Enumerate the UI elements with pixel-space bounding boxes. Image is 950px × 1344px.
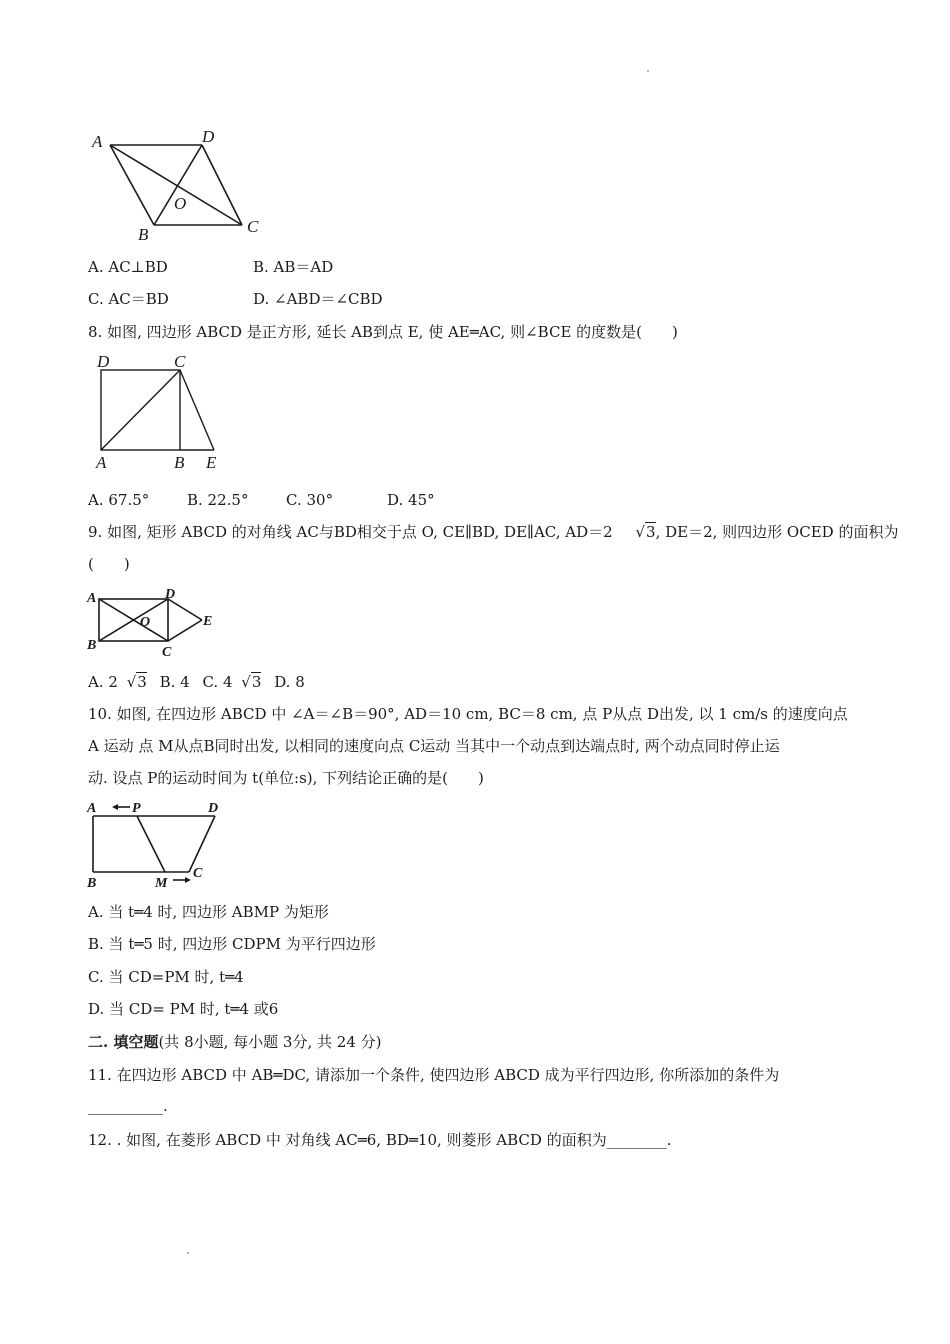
q9-label-o: O	[140, 615, 151, 630]
q9-option-a-sqrt: 3	[137, 673, 147, 691]
q9-segment-ce	[168, 620, 202, 641]
q9-option-b: B. 4	[159, 673, 190, 691]
arrow-left-icon	[112, 804, 118, 810]
q10-side-cd	[189, 816, 215, 872]
q9-option-c-sqrt: 3	[251, 673, 262, 691]
q7-label-a: A	[92, 132, 103, 151]
q10-option-a: A. 当 t═4 时, 四边形 ABMP 为矩形	[88, 903, 329, 921]
q10-label-a: A	[87, 801, 97, 816]
q9-option-c: C. 4	[202, 673, 233, 691]
q9-options	[88, 672, 305, 692]
q9-option-a: A. 2	[88, 673, 118, 691]
q10-figure	[85, 798, 225, 893]
q9-segment-de	[168, 599, 202, 620]
q8-segment-ce	[180, 370, 214, 450]
q9-stem-pre: 9. 如图, 矩形 ABCD 的对角线 AC与BD相交于点 O, CE∥BD, DE∥AC, AD＝2	[88, 523, 613, 541]
q9-stem-post: , DE＝2, 则四边形 OCED 的面积为	[655, 523, 899, 541]
q8-option-a: A. 67.5°	[88, 491, 150, 509]
q10-stem-line2: A 运动 点 M从点B同时出发, 以相同的速度向点 C运动 当其中一个动点到达端点时, 两个动点同时停止运	[88, 737, 780, 755]
q9-stem	[88, 522, 898, 542]
scan-dot	[187, 1252, 189, 1254]
q8-option-b: B. 22.5°	[187, 491, 249, 509]
q7-diag-bd	[154, 145, 202, 225]
q9-label-b: B	[87, 638, 97, 653]
scan-dot	[647, 70, 649, 72]
q8-option-d: D. 45°	[387, 491, 435, 509]
q9-stem-line2: ( )	[88, 555, 130, 573]
q10-label-p: P	[132, 801, 141, 816]
q10-segment-pm	[137, 816, 165, 872]
sqrt-icon: √	[635, 523, 646, 541]
q8-stem: 8. 如图, 四边形 ABCD 是正方形, 延长 AB到点 E, 使 AE═AC, 则∠BCE 的度数是( )	[88, 323, 678, 341]
q10-stem-line1: 10. 如图, 在四边形 ABCD 中 ∠A＝∠B＝90°, AD＝10 cm, BC＝8 cm, 点 P从点 D出发, 以 1 cm/s 的速度向点	[88, 705, 848, 723]
sqrt-icon: √	[241, 673, 251, 691]
section2-note: (共 8小题, 每小题 3分, 共 24 分)	[158, 1033, 382, 1051]
q10-option-c: C. 当 CD=PM 时, t═4	[88, 968, 244, 986]
q7-option-c: C. AC＝BD	[88, 290, 169, 308]
q10-label-c: C	[193, 866, 203, 881]
q10-label-m: M	[155, 876, 168, 891]
q7-side-ba	[110, 145, 154, 225]
q7-option-d: D. ∠ABD＝∠CBD	[253, 290, 383, 308]
q8-label-d: D	[97, 352, 110, 371]
q10-stem-line3: 动. 设点 P的运动时间为 t(单位:s), 下列结论正确的是( )	[88, 769, 484, 787]
q8-label-a: A	[96, 453, 107, 472]
q11-blank: __________.	[88, 1097, 168, 1115]
q7-option-a: A. AC⊥BD	[88, 258, 168, 276]
q9-label-e: E	[203, 614, 213, 629]
q10-option-b: B. 当 t═5 时, 四边形 CDPM 为平行四边形	[88, 935, 376, 953]
section2-title: 二. 填空题	[88, 1033, 159, 1051]
q7-label-d: D	[202, 127, 215, 146]
q9-label-a: A	[87, 591, 97, 606]
q9-label-c: C	[162, 645, 172, 660]
q7-figure	[85, 120, 275, 245]
section2-heading	[88, 1032, 381, 1052]
q7-label-o: O	[174, 194, 187, 213]
q9-stem-sqrt: 3	[646, 523, 656, 541]
q7-label-b: B	[138, 225, 149, 244]
q8-label-c: C	[174, 352, 186, 371]
q10-option-d: D. 当 CD= PM 时, t═4 或6	[88, 1000, 279, 1018]
q7-option-b: B. AB＝AD	[253, 258, 334, 276]
q11-stem: 11. 在四边形 ABCD 中 AB═DC, 请添加一个条件, 使四边形 ABCD 成为平行四边形, 你所添加的条件为	[88, 1066, 780, 1084]
q9-label-d: D	[165, 587, 176, 602]
q7-label-c: C	[247, 217, 259, 236]
arrow-right-icon	[185, 877, 191, 883]
q8-label-e: E	[206, 453, 217, 472]
q12-stem: 12. . 如图, 在菱形 ABCD 中 对角线 AC═6, BD═10, 则菱形 ABCD 的面积为________.	[88, 1131, 672, 1149]
sqrt-icon: √	[126, 673, 137, 691]
q8-label-b: B	[174, 453, 185, 472]
q8-diag-ac	[101, 370, 180, 450]
q9-option-d: D. 8	[274, 673, 305, 691]
q8-figure	[88, 350, 228, 475]
q10-label-b: B	[87, 876, 97, 891]
q10-label-d: D	[208, 801, 219, 816]
q9-figure	[85, 585, 220, 660]
q8-option-c: C. 30°	[286, 491, 334, 509]
